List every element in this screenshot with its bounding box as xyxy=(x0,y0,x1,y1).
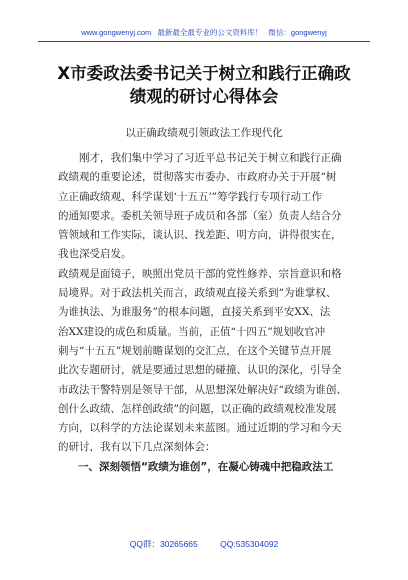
body-line: 政绩观是面镜子，映照出党员干部的党性修养、宗旨意识和格 xyxy=(58,267,342,280)
body-line: 方向，以科学的方法论谋划未来蓝图。通过近期的学习和今天 xyxy=(58,422,342,435)
body-line: 刚才，我们集中学习了习近平总书记关于树立和践行正确 xyxy=(79,152,342,164)
body-line: 的通知要求。委机关领导班子成员和各部（室）负责人结合分 xyxy=(58,209,342,222)
title-line-1: X市委政法委书记关于树立和践行正确政 xyxy=(57,64,351,83)
body-line: 治XX建设的成色和质量。当前，正值“十四五”规划收官冲 xyxy=(58,325,326,338)
footer-qq: QQ:535304092 xyxy=(220,539,279,549)
body-line: 立正确政绩观、科学谋划‘十五五’”筹学践行专项行动工作 xyxy=(58,190,323,203)
footer-qq-group: QQ群：30265665 xyxy=(129,539,198,549)
body-line: 市政法干警特别是领导干部，从思想深处解决好“政绩为谁创、 xyxy=(58,383,347,396)
body-line: 为谁执法、为谁服务”的根本问题，直接关系到平安XX、法 xyxy=(58,306,331,319)
document-body xyxy=(58,149,358,477)
body-line: 创什么政绩、怎样创政绩”的问题，以正确的政绩观校准发展 xyxy=(58,402,337,415)
title-line-2: 绩观的研讨心得体会 xyxy=(129,87,279,106)
subtitle: 以正确政绩观引领政法工作现代化 xyxy=(125,127,283,139)
page-footer xyxy=(0,538,408,550)
page-title xyxy=(30,62,378,108)
body-line: 管领域和工作实际，谈认识、找差距、明方向，讲得很实在， xyxy=(58,229,342,242)
header-wechat: 微信：gongwenyj xyxy=(268,28,327,37)
body-line: 的研讨，我有以下几点深刻体会： xyxy=(58,441,216,454)
body-line: 刺与“十五五”规划前瞻谋划的交汇点，在这个关键节点开展 xyxy=(58,344,332,357)
body-line: 局境界。对于政法机关而言，政绩观直接关系到“为谁掌权、 xyxy=(58,287,337,300)
body-line: 政绩观的重要论述，贯彻落实市委办、市政府办关于开展“树 xyxy=(58,171,337,184)
header-slogan: 最新最全最专业的公文资料库！ xyxy=(157,28,263,37)
body-line: 我也深受启发。 xyxy=(58,248,132,261)
header-divider xyxy=(38,41,370,42)
site-link[interactable]: www.gongwenyj.com xyxy=(81,28,152,37)
page-header xyxy=(0,27,408,38)
section-heading: 一、深刻领悟“政绩为谁创”，在凝心铸魂中把稳政法工 xyxy=(78,460,334,473)
body-line: 此次专题研讨，就是要通过思想的碰撞、认识的深化，引导全 xyxy=(58,364,342,377)
